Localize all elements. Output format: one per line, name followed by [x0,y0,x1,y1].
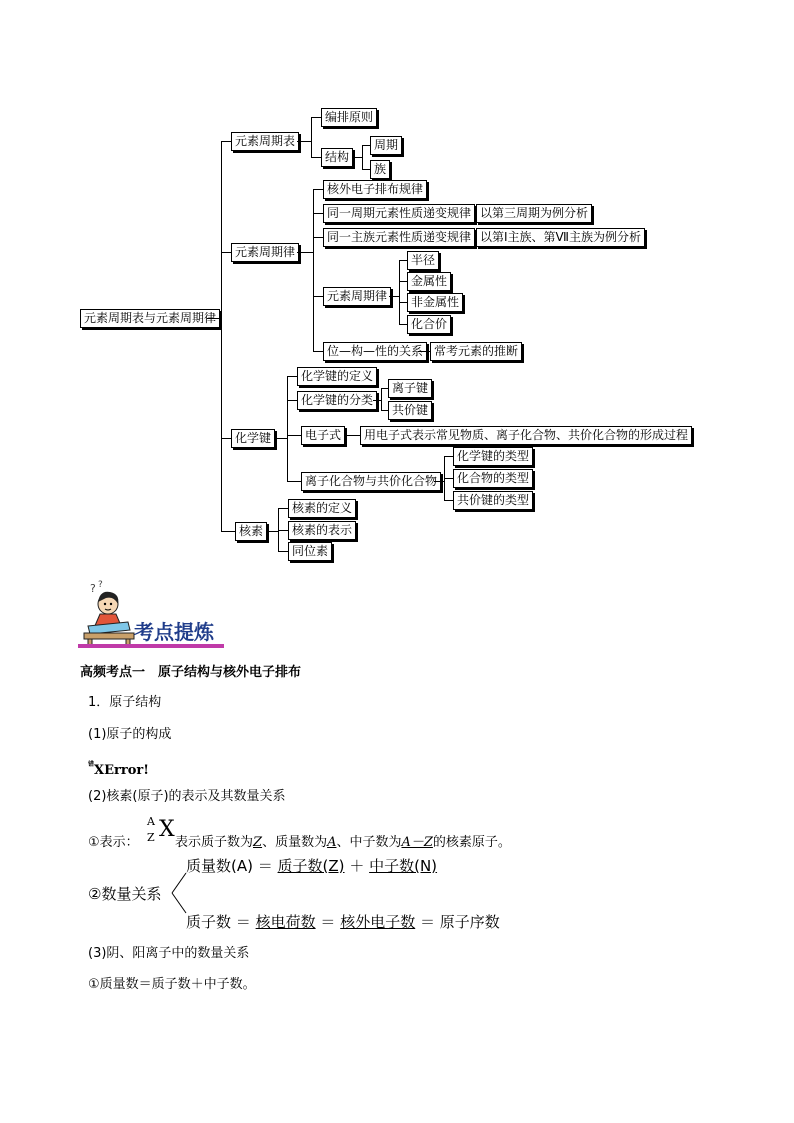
node-nuclide: 核素 [235,522,267,541]
element-symbol: X [159,817,175,842]
connector [275,438,287,439]
connector [434,481,444,482]
node-periodic-table: 元素周期表 [231,132,299,151]
node-compounds: 离子化合物与共价化合物 [301,472,441,491]
connector [362,145,370,146]
connector [354,157,362,158]
root-node: 元素周期表与元素周期律 [80,309,220,328]
rep-a-minus-z: A－Z [401,835,433,850]
node-ionic-bond: 离子键 [388,379,432,398]
connector [287,376,297,377]
connector [362,169,370,170]
nuclear-charge: 核电荷数 [255,913,316,931]
rep-label: ①表示： [88,835,139,850]
connector [389,296,399,297]
node-law: 元素周期律 [323,287,391,306]
node-periodic-law: 元素周期律 [231,243,299,262]
bracket-lines [170,870,190,916]
connector [221,141,231,142]
electron-count: 核外电子数 [340,913,416,931]
node-chemical-bond: 化学键 [231,429,275,448]
rep-text-3: 、中子数为 [336,835,402,850]
connector [297,141,311,142]
node-period: 周期 [370,136,402,155]
rep-z: Z [253,835,263,850]
node-structure: 结构 [321,148,353,167]
connector [313,351,323,352]
plus-sign: ＋ [349,857,365,875]
connector [278,530,288,531]
connector [311,157,321,158]
node-bond-definition: 化学键的定义 [297,367,377,386]
section-title: 考点提炼 [134,620,214,644]
node-isotope: 同位素 [288,542,332,561]
node-relation: 位—构—性的关系 [323,342,427,361]
connector [381,410,388,411]
connector [313,189,323,190]
connector [311,117,321,118]
connector [278,551,288,552]
equals-sign: ＝ [419,913,435,931]
node-covalent-bond: 共价键 [388,401,432,420]
connector [311,117,312,157]
connector [362,145,363,169]
rep-text-2: 、质量数为 [262,835,328,850]
connector [297,252,313,253]
node-nuclide-definition: 核素的定义 [288,499,356,518]
connector [381,388,388,389]
rep-description [175,834,511,852]
mass-number: 质量数(A) [186,857,253,875]
proton-number-sub: Z [147,831,155,844]
topic-heading: 高频考点一 原子结构与核外电子排布 [80,665,302,680]
node-compound-types: 化合物的类型 [453,469,533,488]
rep-a: A [327,835,337,850]
connector [373,400,381,401]
node-same-group-note: 以第Ⅰ主族、第Ⅶ主族为例分析 [476,228,645,247]
error-prefix: 错 [88,761,95,768]
node-electron-formula: 电子式 [301,426,345,445]
sub-ion-relations: (3)阴、阳离子中的数量关系 [88,946,250,961]
item-atomic-structure: 1．原子结构 [88,695,162,710]
connector [278,508,288,509]
mass-number-sup: A [147,815,155,828]
connector [418,351,430,352]
node-bond-types: 化学键的类型 [453,447,533,466]
connector [221,531,235,532]
node-electron-rule: 核外电子排布规律 [323,180,427,199]
node-rule: 编排原则 [321,108,377,127]
svg-text:?: ? [90,582,96,595]
proton-number: 质子数 [186,913,232,931]
node-nonmetal: 非金属性 [407,293,463,312]
atomic-number: 原子序数 [439,913,500,931]
connector [221,141,222,531]
connector [381,388,382,410]
connector [287,435,301,436]
node-group: 族 [370,160,390,179]
equals-sign: ＝ [257,857,273,875]
node-same-period: 同一周期元素性质递变规律 [323,204,475,223]
node-nuclide-notation: 核素的表示 [288,521,356,540]
node-infer: 常考元素的推断 [430,342,522,361]
rep-text-1: 表示质子数为 [175,835,254,850]
svg-text:?: ? [98,580,103,590]
error-line [88,759,149,778]
node-same-group: 同一主族元素性质递变规律 [323,228,475,247]
node-radius: 半径 [407,251,439,270]
connector [266,531,278,532]
section-header [78,578,228,648]
equals-sign: ＝ [320,913,336,931]
connector [287,376,288,481]
equation-proton [186,912,500,932]
node-electron-formula-note: 用电子式表示常见物质、离子化合物、共价化合物的形成过程 [360,426,692,445]
proton-count: 质子数(Z) [277,857,345,875]
connector [313,213,323,214]
node-same-period-note: 以第三周期为例分析 [476,204,592,223]
neutron-count: 中子数(N) [369,857,438,875]
connector [444,478,453,479]
equals-sign: ＝ [235,913,251,931]
connector [221,438,231,439]
sub-atom-composition: (1)原子的构成 [88,727,172,742]
connector [399,260,400,324]
quant-label: ②数量关系 [88,885,162,903]
connector [287,481,301,482]
connector [399,281,407,282]
rep-text-4: 的核素原子。 [432,835,511,850]
connector [399,260,407,261]
connector [399,302,407,303]
error-text: XError! [94,763,149,778]
connector [221,252,231,253]
mass-relation-text: ①质量数＝质子数＋中子数。 [88,977,256,992]
connector [313,296,323,297]
connector [287,400,297,401]
connector [444,500,453,501]
section-underline [78,644,224,648]
node-metal: 金属性 [407,272,451,291]
connector [399,324,407,325]
node-bond-classification: 化学键的分类 [297,391,377,410]
connector [345,435,360,436]
sub-nuclide-representation: (2)核素(原子)的表示及其数量关系 [88,789,286,804]
connector [207,318,221,319]
connector [444,456,453,457]
connector [313,237,323,238]
equation-mass [186,856,437,876]
node-covalent-types: 共价键的类型 [453,491,533,510]
node-valence: 化合价 [407,315,451,334]
